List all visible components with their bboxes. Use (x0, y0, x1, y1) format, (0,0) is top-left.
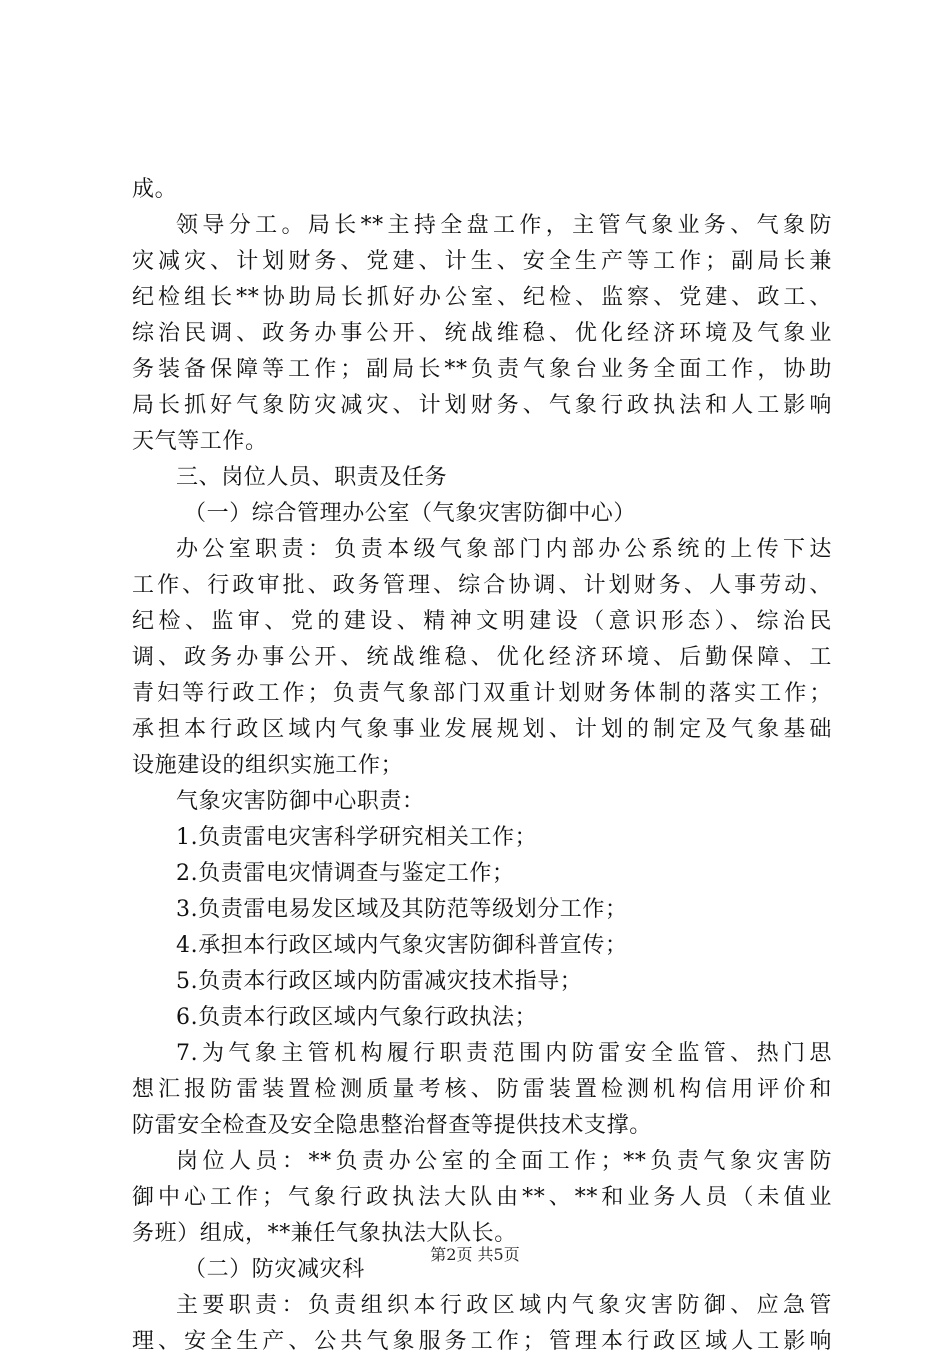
list-item: 2.负责雷电灾情调查与鉴定工作； (176, 861, 515, 886)
text-line: 御中心工作；气象行政执法大队由**、**和业务人员（未值业 (132, 1185, 832, 1210)
list-item: 5.负责本行政区域内防雷减灾技术指导； (176, 969, 583, 994)
text-line: 调、政务办事公开、统战维稳、优化经济环境、后勤保障、工 (132, 645, 832, 670)
text-line: 领导分工。局长**主持全盘工作，主管气象业务、气象防 (176, 213, 832, 238)
list-item: 7.为气象主管机构履行职责范围内防雷安全监管、热门思 (176, 1041, 832, 1066)
text-line: 青妇等行政工作；负责气象部门双重计划财务体制的落实工作； (132, 681, 832, 706)
text-line: 承担本行政区域内气象事业发展规划、计划的制定及气象基础 (132, 717, 832, 742)
text-line: 气象灾害防御中心职责： (176, 789, 425, 814)
text-line: 成。 (132, 177, 178, 202)
list-item: 6.负责本行政区域内气象行政执法； (176, 1005, 538, 1030)
text-line: 局长抓好气象防灾减灾、计划财务、气象行政执法和人工影响 (132, 393, 832, 418)
text-line: 天气等工作。 (132, 429, 268, 454)
text-line: 工作、行政审批、政务管理、综合协调、计划财务、人事劳动、 (132, 573, 832, 598)
text-line: 务装备保障等工作；副局长**负责气象台业务全面工作，协助 (132, 357, 832, 382)
subsection-heading: （二）防灾减灾科 (184, 1257, 365, 1282)
text-line: 防雷安全检查及安全隐患整治督查等提供技术支撑。 (132, 1113, 652, 1138)
text-line: 综治民调、政务办事公开、统战维稳、优化经济环境及气象业 (132, 321, 832, 346)
text-line: 岗位人员：**负责办公室的全面工作；**负责气象灾害防 (176, 1149, 832, 1174)
text-line: 设施建设的组织实施工作； (132, 753, 404, 778)
text-line: 理、安全生产、公共气象服务工作；管理本行政区域人工影响 (132, 1329, 832, 1354)
document-body (132, 172, 832, 1360)
text-line: 务班）组成，**兼任气象执法大队长。 (132, 1221, 517, 1246)
text-line: 办公室职责：负责本级气象部门内部办公系统的上传下达 (176, 537, 832, 562)
text-line: 想汇报防雷装置检测质量考核、防雷装置检测机构信用评价和 (132, 1077, 832, 1102)
text-line: 纪检、监审、党的建设、精神文明建设（意识形态）、综治民 (132, 609, 832, 634)
list-item: 3.负责雷电易发区域及其防范等级划分工作； (176, 897, 628, 922)
text-line: 主要职责：负责组织本行政区域内气象灾害防御、应急管 (176, 1293, 832, 1318)
text-line: 灾减灾、计划财务、党建、计生、安全生产等工作；副局长兼 (132, 249, 832, 274)
list-item: 1.负责雷电灾害科学研究相关工作； (176, 825, 538, 850)
text-line: 纪检组长**协助局长抓好办公室、纪检、监察、党建、政工、 (132, 285, 832, 310)
subsection-heading: （一）综合管理办公室（气象灾害防御中心） (184, 501, 637, 526)
list-item: 4.承担本行政区域内气象灾害防御科普宣传； (176, 933, 628, 958)
page-number: 第2页 共5页 (430, 1245, 520, 1264)
section-heading: 三、岗位人员、职责及任务 (176, 465, 448, 490)
